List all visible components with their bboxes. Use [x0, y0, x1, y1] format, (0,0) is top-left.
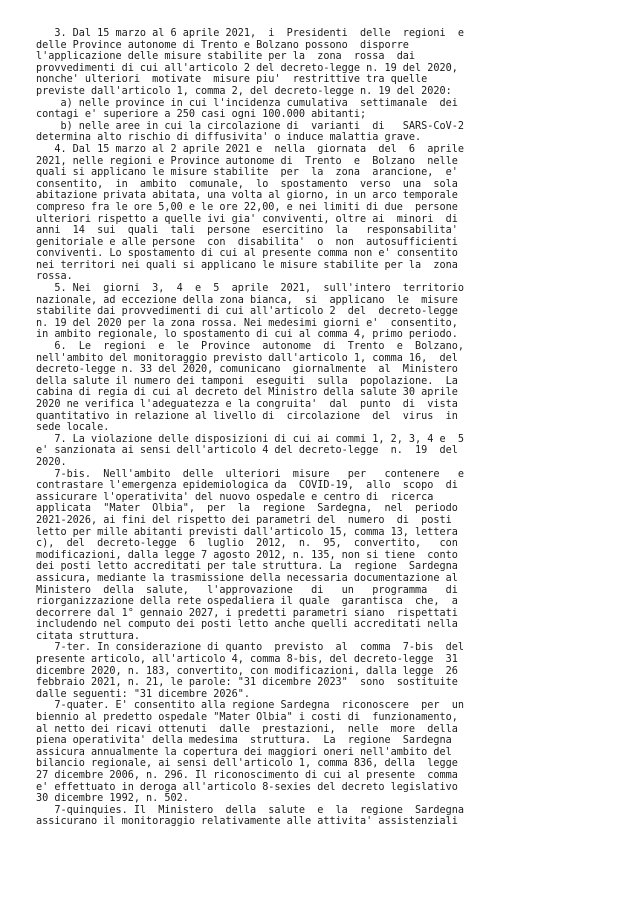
text-line: letto per mille abitanti previsti dall'articolo 15, comma 13, lettera [36, 526, 458, 538]
text-line: stabilite dai provvedimenti di cui all'articolo 2 del decreto-legge [36, 306, 458, 318]
text-line: contagi e' superiore a 250 casi ogni 100.000 abitanti; [36, 109, 367, 121]
text-line: e' sanzionata ai sensi dell'articolo 4 del decreto-legge n. 19 del [36, 445, 458, 457]
text-line: febbraio 2021, n. 21, le parole: "31 dicembre 2023" sono sostituite [36, 677, 458, 689]
text-line: 3. Dal 15 marzo al 6 aprile 2021, i Presidenti delle regioni e [36, 28, 464, 39]
text-line: consentito, in ambito comunale, lo spostamento verso una sola [36, 178, 458, 190]
text-line: 2021, nelle regioni e Province autonome di Trento e Bolzano nelle [36, 155, 458, 167]
text-line: al netto dei ricavi ottenuti dalle prestazioni, nelle more della [36, 723, 458, 735]
text-line: nell'ambito del monitoraggio previsto dall'articolo 1, comma 16, del [36, 352, 458, 364]
text-line: 2021-2026, ai fini del rispetto dei parametri del numero di posti [36, 514, 452, 526]
text-line: bilancio regionale, ai sensi dell'articolo 1, comma 836, della legge [36, 758, 458, 770]
text-line: assicura, mediante la trasmissione della necessaria documentazione al [36, 572, 458, 584]
text-line: 4. Dal 15 marzo al 2 aprile 2021 e nella giornata del 6 aprile [36, 143, 464, 155]
text-line: provvedimenti di cui all'articolo 2 del decreto-legge n. 19 del 2020, [36, 62, 458, 74]
text-line: 6. Le regioni e le Province autonome di Trento e Bolzano, [36, 341, 464, 353]
text-line: Ministero della salute, l'approvazione di un programma di [36, 584, 458, 596]
text-line: piena operativita' della medesima struttura. La regione Sardegna [36, 735, 452, 747]
text-line: in ambito regionale, lo spostamento di cui al comma 4, primo periodo. [36, 329, 458, 341]
text-line: assicurano il monitoraggio relativamente alle attivita' assistenziali [36, 816, 458, 828]
text-line: rossa. [36, 271, 73, 283]
text-line: quantitativo in relazione al livello di circolazione del virus in [36, 410, 458, 422]
text-line: anni 14 sui quali tali persone esercitino la responsabilita' [36, 225, 458, 237]
text-line: 5. Nei giorni 3, 4 e 5 aprile 2021, sull'intero territorio [36, 283, 464, 295]
text-line: conviventi. Lo spostamento di cui al presente comma non e' consentito [36, 248, 458, 260]
text-line: 7. La violazione delle disposizioni di cui ai commi 1, 2, 3, 4 e 5 [36, 433, 464, 445]
text-line: decreto-legge n. 33 del 2020, comunicano giornalmente al Ministero [36, 364, 458, 376]
text-line: modificazioni, dalla legge 7 agosto 2012, n. 135, non si tiene conto [36, 549, 458, 561]
text-line: a) nelle province in cui l'incidenza cumulativa settimanale dei [36, 97, 458, 109]
text-line: 7-quater. E' consentito alla regione Sardegna riconoscere per un [36, 700, 464, 712]
text-line: b) nelle aree in cui la circolazione di varianti di SARS-CoV-2 [36, 120, 464, 132]
text-line: dicembre 2020, n. 183, convertito, con modificazioni, dalla legge 26 [36, 665, 458, 677]
text-line: n. 19 del 2020 per la zona rossa. Nei medesimi giorni e' consentito, [36, 317, 458, 329]
text-line: 30 dicembre 1992, n. 502. [36, 793, 189, 805]
text-line: 7-quinquies. Il Ministero della salute e la regione Sardegna [36, 804, 464, 816]
text-line: della salute il numero dei tamponi eseguiti sulla popolazione. La [36, 375, 458, 387]
text-line: sede locale. [36, 422, 110, 434]
text-line: 7-ter. In considerazione di quanto previsto al comma 7-bis del [36, 642, 464, 654]
text-line: dalle seguenti: "31 dicembre 2026". [36, 688, 250, 700]
text-line: 27 dicembre 2006, n. 296. Il riconoscimento di cui al presente comma [36, 770, 458, 781]
text-line: previste dall'articolo 1, comma 2, del decreto-legge n. 19 del 2020: [36, 85, 452, 97]
text-line: contrastare l'emergenza epidemiologica da COVID-19, allo scopo di [36, 480, 458, 492]
text-line: cabina di regia di cui al decreto del Ministro della salute 30 aprile [36, 387, 458, 399]
text-line: nei territori nei quali si applicano le misure stabilite per la zona [36, 259, 458, 271]
text-line: determina alto rischio di diffusivita' o induce malattia grave. [36, 132, 422, 144]
text-line: 2020. [36, 456, 67, 468]
document-body [36, 28, 616, 828]
text-line: e' effettuato in deroga all'articolo 8-sexies del decreto legislativo [36, 781, 458, 793]
text-line: biennio al predetto ospedale "Mater Olbia" i costi di funzionamento, [36, 712, 458, 724]
text-line: l'applicazione delle misure stabilite per la zona rossa dai [36, 51, 416, 63]
text-line: dei posti letto accreditati per tale struttura. La regione Sardegna [36, 561, 458, 573]
text-line: assicurare l'operativita' del nuovo ospedale e centro di ricerca [36, 491, 434, 503]
text-line: presente articolo, all'articolo 4, comma 8-bis, del decreto-legge 31 [36, 654, 458, 666]
text-line: c), del decreto-legge 6 luglio 2012, n. 95, convertito, con [36, 538, 458, 550]
text-line: citata struttura. [36, 630, 140, 642]
text-line: genitoriale e alle persone con disabilita' o non autosufficienti [36, 236, 458, 248]
text-line: includendo nel computo dei posti letto anche quelli accreditati nella [36, 619, 458, 631]
text-line: 7-bis. Nell'ambito delle ulteriori misure per contenere e [36, 468, 464, 480]
text-line: assicura annualmente la copertura dei maggiori oneri nell'ambito del [36, 746, 452, 758]
text-line: abitazione privata abitata, una volta al giorno, in un arco temporale [36, 190, 458, 202]
text-line: nazionale, ad eccezione della zona bianca, si applicano le misure [36, 294, 458, 306]
text-line: compreso fra le ore 5,00 e le ore 22,00, e nei limiti di due persone [36, 201, 458, 213]
text-line: ulteriori rispetto a quelle ivi gia' conviventi, oltre ai minori di [36, 213, 458, 225]
text-line: 2020 ne verifica l'adeguatezza e la congruita' dal punto di vista [36, 399, 458, 410]
text-line: decorrere dal 1° gennaio 2027, i predetti parametri siano rispettati [36, 607, 458, 619]
text-line: delle Province autonome di Trento e Bolzano possono disporre [36, 39, 409, 51]
text-line: quali si applicano le misure stabilite per la zona arancione, e' [36, 167, 458, 179]
text-line: applicata "Mater Olbia", per la regione Sardegna, nel periodo [36, 503, 458, 515]
text-line: riorganizzazione della rete ospedaliera il quale garantisca che, a [36, 596, 458, 608]
text-line: nonche' ulteriori motivate misure piu' restrittive tra quelle [36, 74, 428, 86]
